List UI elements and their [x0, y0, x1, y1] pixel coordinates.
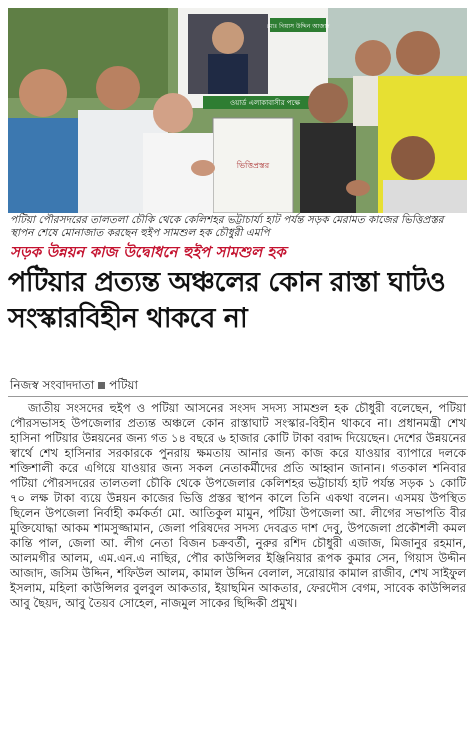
photo-caption: পটিয়া পৌরসদরের তালতলা চৌকি থেকে কেলিশহর ভট্টাচার্য্য হাট পর্যন্ত সড়ক মেরামত কাজের ভিত্তিপ্রস্তর স্থাপন শেষে মোনাজাত করছেন হুইপ সামশুল হক চৌধুরী এমপি: [10, 214, 444, 239]
subheadline: সড়ক উন্নয়ন কাজ উদ্বোধনে হুইপ সামশুল হক: [10, 243, 286, 261]
banner-caption-text: ওয়ার্ড এলাকাবাসীর পক্ষে: [229, 99, 301, 107]
stone-text: ভিত্তিপ্রস্তর: [236, 161, 270, 170]
article-paragraph: জাতীয় সংসদের হুইপ ও পটিয়া আসনের সংসদ সদস্য সামশুল হক চৌধুরী বলেছেন, পটিয়া পৌরসভাসহ উপজেলার প্রত্যন্ত অঞ্চলে কোন রাস্তাঘাট সংস্কার-বিহীন থাকবে না। প্রধানমন্ত্রী শেখ হাসিনা পটিয়ার উন্নয়নের জন্য গত ১৪ বছরে ৬ হাজার কোটি টাকা বরাদ্দ দিয়েছেন। দেশের উন্নয়নের স্বার্থে শেখ হাসিনার সরকারকে পুনরায় ক্ষমতায় আনার জন্য কাজ করে যাওয়ার ব্যাপারে দলকে শক্তিশালী করে এগিয়ে যাওয়ার জন্য সকল নেতাকর্মীদের প্রতি আহ্বান জানান। গতকাল শনিবার পটিয়া পৌরসদরের তালতলা চৌকি থেকে উপজেলার কেলিশহর ভট্টাচার্য্য হাট পর্যন্ত সড়ক ১ কোটি ৭০ লক্ষ টাকা ব্যয়ে উন্নয়ন কাজের ভিত্তি প্রস্তর স্থাপন কালে তিনি একথা বলেন। এসময় উপস্থিত ছিলেন উপজেলা নির্বাহী কর্মকর্তা মো. আতিকুল মামুন, পটিয়া উপজেলা আ. লীগের সভাপতি বীর মুক্তিযোদ্ধা আকম শামসুজ্জামান, জেলা পরিষদের সদস্য দেবব্রত দাশ দেবু, উপজেলা প্রকৌশলী কমল কান্তি পাল, জেলা আ. লীগ নেতা বিজন চক্রবর্তী, নুরুর রশিদ চৌধুরী এজাজ, মিজানুর রহমান, আলমগীর আলম, এম.এন.এ নাছির, পৌর কাউন্সিলর ইঞ্জিনিয়ার রূপক কুমার সেন, গিয়াস উদ্দীন আজাদ, জসিম উদ্দিন, শফিউল আলম, কামাল উদ্দিন বেলাল, সরোয়ার কামাল রাজীব, শেখ সাইফুল ইসলাম, মহিলা কাউন্সিলর বুলবুল আকতার, ইয়াছমিন আকতার, ফেরদৌস বেগম, সাবেক কাউন্সিলর আবু ছৈয়দ, আবু তৈয়ব সোহেল, নাজমুল সাকের ছিদ্দিকী প্রমুখ।: [10, 401, 466, 610]
divider: [8, 396, 468, 397]
separator-square-icon: [98, 382, 105, 389]
photo-illustration: [8, 8, 467, 213]
news-photo: [8, 8, 467, 213]
headline: পটিয়ার প্রত্যন্ত অঞ্চলের কোন রাস্তা ঘাটও সংস্কারবিহীন থাকবে না: [8, 267, 446, 334]
reporter-name: নিজস্ব সংবাদদাতা: [10, 378, 95, 392]
dateline-location: পটিয়া: [109, 378, 138, 392]
byline: [10, 378, 310, 392]
article-body: [10, 401, 466, 611]
banner-name-text: মোঃ গিয়াস উদ্দিন আজাদ: [266, 23, 330, 30]
